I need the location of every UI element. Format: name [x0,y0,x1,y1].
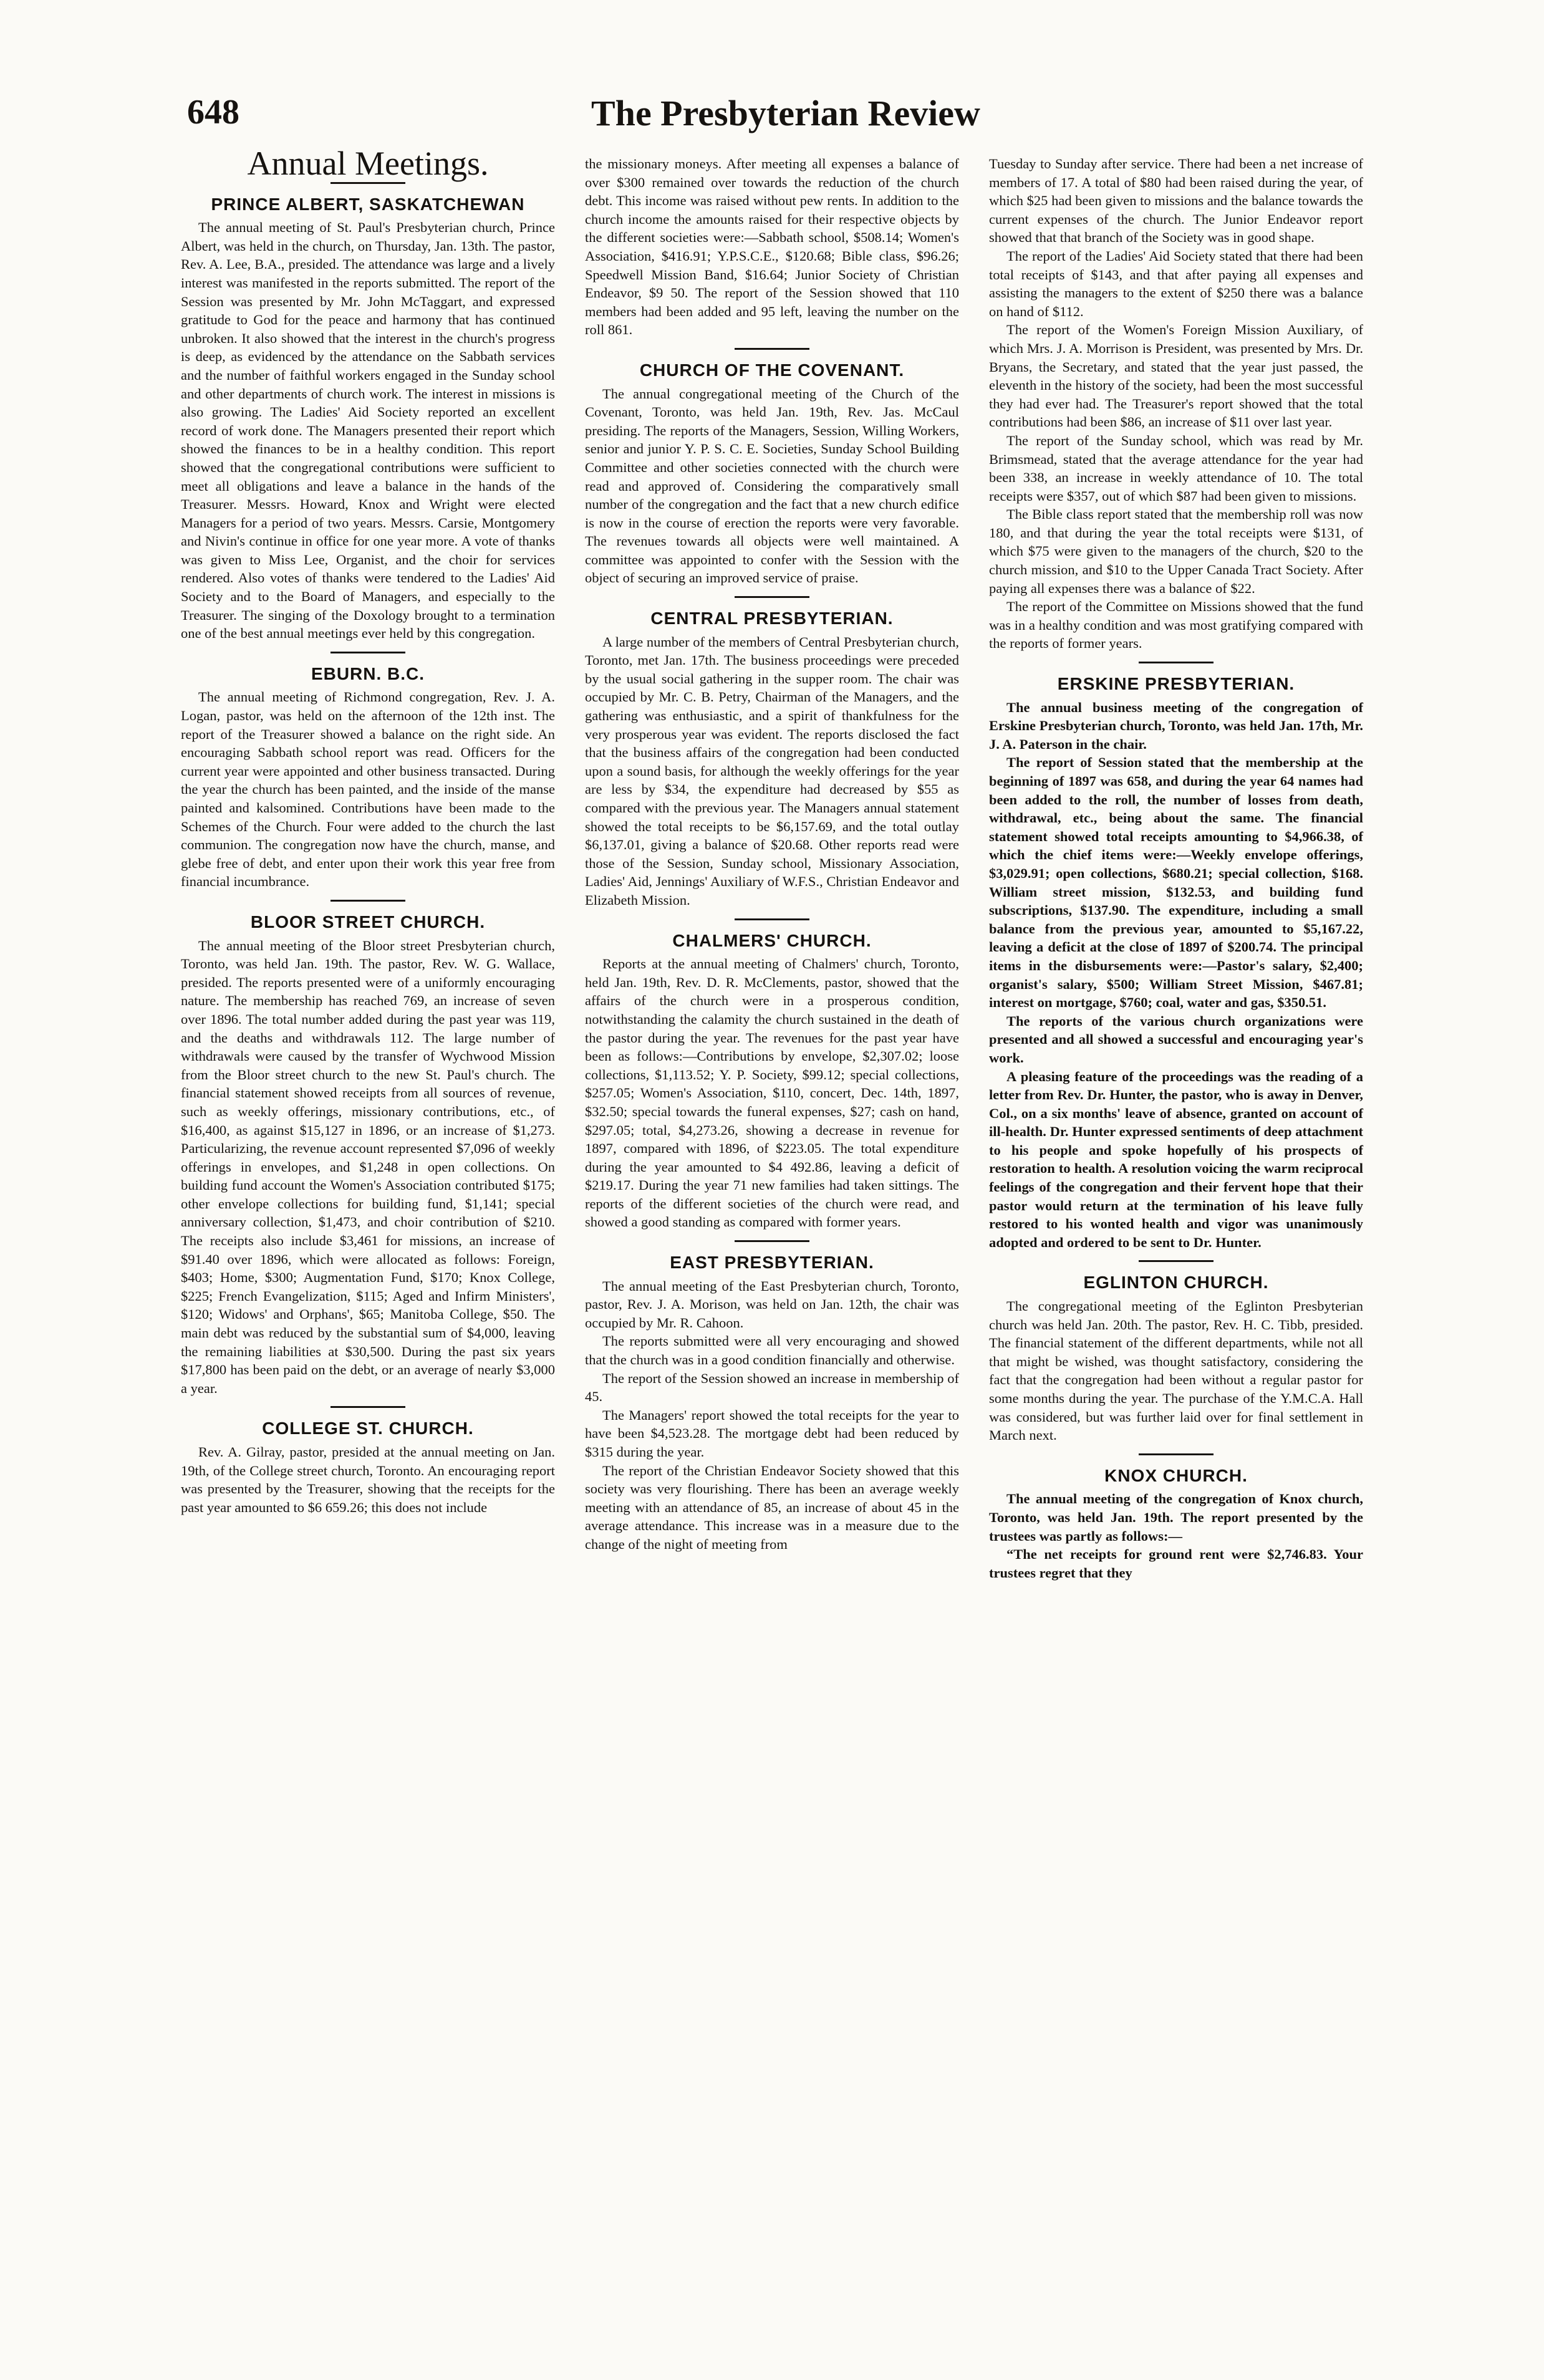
paragraph: The annual meeting of St. Paul's Presbyterian church, Prince Albert, was held in the church, on Thursday, Jan. 13th. The pastor, Rev. A. Lee, B.A., presided. The attendance was large and a lively interest was manifested in the reports submitted. The report of the Session was presented by Mr. John McTaggart, and expressed gratitude to God for the peace and harmony that has continued unbroken. It also showed that the interest in the church's progress is deep, as evidenced by the attendance on the Sabbath services and the number of faithful workers engaged in the Sunday school and other departments of church work. The interest in missions is also growing. The Ladies' Aid Society reported an excellent record of work done. The Managers presented their report which showed the finances to be in a healthy condition. This report showed that the congregational contributions were sufficient to meet all obligations and leave a balance in the hands of the Treasurer. Messrs. Howard, Knox and Wright were elected Managers for a period of two years. Messrs. Carsie, Montgomery and Nivin's continue in office for one year more. A vote of thanks was given to Miss Lee, Organist, and the choir for services rendered. Also votes of thanks were tendered to the Ladies' Aid Society and to the Board of Managers, and especially to the Treasurer. The singing of the Doxology brought to a termination one of the best annual meetings ever held by this congregation. [181,219,555,642]
section-title: ERSKINE PRESBYTERIAN. [1057,674,1295,694]
paragraph: The report of the Committee on Missions showed that the fund was in a healthy condition and was most gratifying compared with the reports of former years. [989,599,1363,652]
divider [735,1240,809,1242]
column-1 [181,145,555,1516]
section-title: COLLEGE ST. CHURCH. [262,1419,474,1438]
section-title: KNOX CHURCH. [1104,1465,1248,1485]
divider [1139,1453,1213,1455]
divider [331,182,405,184]
paragraph: The report of the Session showed an increase in membership of 45. [585,1370,959,1405]
divider [331,1406,405,1408]
paragraph: A large number of the members of Central Presbyterian church, Toronto, met Jan. 17th. The business proceedings were preceded by the usual social gathering in the supper room. The chair was occupied by Mr. C. B. Petry, Chairman of the Managers, and the gathering was enthusiastic, and a spirit of thankfulness for the very prosperous year was evident. The reports disclosed the fact that the business affairs of the congregation had been conducted upon a sound basis, for although the weekly offerings for the year are less by $34, the expenditure had decreased by $55 as compared with the previous year. The Managers annual statement showed the total receipts to be $6,157.69, and the total outlay $6,137.01, giving a balance of $20.68. Other reports read were those of the Session, Sunday school, Missionary Association, Ladies' Aid, Jennings' Auxiliary of W.F.S., Christian Endeavor and Elizabeth Mission. [585,634,959,908]
paragraph: The report of the Ladies' Aid Society stated that there had been total receipts of $143, and that after paying all expenses and assisting the managers to the extent of $250 there was a balance on hand of $112. [989,248,1363,319]
page-heading: Annual Meetings. [247,145,489,182]
paragraph: The Managers' report showed the total receipts for the year to have been $4,523.28. The mortgage debt had been reduced by $315 during the year. [585,1407,959,1460]
page-number: 648 [187,93,239,132]
paragraph: The annual congregational meeting of the Church of the Covenant, Toronto, was held Jan. 19th, Rev. Jas. McCaul presiding. The reports of the Managers, Session, Willing Workers, senior and junior Y. P. S. C. E. Societies, Sunday School Building Committee and other societies connected with the church were read and approved of. Considering the comparatively small number of the congregation and the fact that a new church edifice is now in the course of erection the reports were very favorable. The revenues towards all objects were well maintained. A committee was appointed to confer with the Session with the object of securing an improved service of praise. [585,385,959,586]
paragraph: The report of the Women's Foreign Mission Auxiliary, of which Mrs. J. A. Morrison is President, was presented by Mrs. Dr. Bryans, the Secretary, and stated that the year just passed, the eleventh in the history of the society, had been the most successful they had ever had. The Treasurer's report showed that the total contributions had been $86, an increase of $11 over last year. [989,322,1363,430]
section-title: CHALMERS' CHURCH. [672,930,872,950]
paragraph: The report of Session stated that the membership at the beginning of 1897 was 658, and during the year 64 names had been added to the roll, the number of losses from death, withdrawal, etc., being about the same. The financial statement showed total receipts amounting to $4,966.38, of which the chief items were:—Weekly envelope offerings, $3,029.91; open collections, $680.21; special collection, $168. William street mission, $132.53, and building fund subscriptions, $137.90. The expenditure, including a small balance from the previous year, amounted to $5,167.22, leaving a deficit at the close of 1897 of $200.74. The principal items in the disbursements were:—Pastor's salary, $2,400; organist's salary, $500; William Street Mission, $467.81; interest on mortgage, $760; coal, water and gas, $350.51. [989,754,1363,1011]
divider [735,918,809,920]
page-header [0,92,1544,142]
paragraph: The annual meeting of the East Presbyterian church, Toronto, pastor, Rev. J. A. Morison, was held on Jan. 12th, the chair was occupied by Mr. R. Cahoon. [585,1278,959,1331]
paragraph: The congregational meeting of the Eglinton Presbyterian church was held Jan. 20th. The pastor, Rev. H. C. Tibb, presided. The financial statement of the different departments, while not all that might be wished, was thought satisfactory, considering the fact that the congregation had been without a regular pastor for some months during the year. The purchase of the Y.M.C.A. Hall was considered, but was further laid over for final settlement in March next. [989,1298,1363,1443]
paragraph: “The net receipts for ground rent were $2,746.83. Your trustees regret that they [989,1546,1363,1581]
section-title: CENTRAL PRESBYTERIAN. [650,609,894,629]
paragraph: The annual meeting of the congregation of Knox church, Toronto, was held Jan. 19th. The report presented by the trustees was partly as follows:— [989,1491,1363,1544]
paragraph: The reports submitted were all very encouraging and showed that the church was in a good condition financially and otherwise. [585,1333,959,1368]
paragraph: Reports at the annual meeting of Chalmers' church, Toronto, held Jan. 19th, Rev. D. R. McClements, pastor, showed that the affairs of the church were in a prosperous condition, notwithstanding the calamity the church sustained in the death of the pastor during the year. The revenues for the past year have been as follows:—Contributions by envelope, $2,307.02; loose collections, $1,113.52; Y. P. Society, $99.12; special collections, $257.05; Women's Association, $110, concert, Dec. 14th, 1897, $32.50; special towards the funeral expenses, $27; cash on hand, $297.05; total, $4,273.26, showing a decrease in revenue for 1897, compared with 1896, of $223.05. The total expenditure during the year amounted to $4 492.86, leaving a deficit of $219.17. During the year 71 new families had taken sittings. The reports of the different societies of the church were read, and showed a good standing as compared with former years. [585,956,959,1230]
section-title: CHURCH OF THE COVENANT. [639,360,905,380]
paragraph: The report of the Sunday school, which was read by Mr. Brimsmead, stated that the average attendance for the year had been 338, an increase in weekly attendance of 10. The total receipts were $357, out of which $87 had been given to missions. [989,432,1363,504]
section-title: EGLINTON CHURCH. [1083,1273,1269,1293]
paragraph: The report of the Christian Endeavor Society showed that this society was very flourishing. There has been an average weekly meeting with an attendance of 85, an increase of about 45 in the average attendance. This increase was in a measure due to the change of the night of meeting from [585,1462,959,1552]
paragraph: Tuesday to Sunday after service. There had been a net increase of members of 17. A total of $80 had been raised during the year, of which $25 had been given to missions and the balance towards the current expenses of the church. The Junior Endeavor report showed that that branch of the Society was in good shape. [989,156,1363,246]
paragraph: the missionary moneys. After meeting all expenses a balance of over $300 remained over towards the reduction of the church debt. This income was raised without pew rents. In addition to the church income the amounts raised for their respective objects by the different societies were:—Sabbath school, $508.14; Women's Association, $416.91; Y.P.S.C.E., $120.68; Bible class, $96.26; Speedwell Mission Band, $16.64; Junior Society of Christian Endeavor, $9 50. The report of the Session showed that 110 members had been added and 95 left, leaving the number on the roll 861. [585,156,959,338]
section-title: BLOOR STREET CHURCH. [250,912,486,932]
paragraph: The annual business meeting of the congregation of Erskine Presbyterian church, Toronto, was held Jan. 17th, Mr. J. A. Paterson in the chair. [989,699,1363,752]
paragraph: The annual meeting of Richmond congregation, Rev. J. A. Logan, pastor, was held on the afternoon of the 12th inst. The report of the Treasurer showed a balance on the right side. An encouraging Sabbath school report was read. Officers for the current year were appointed and other business transacted. During the year the church has been painted, and the inside of the manse painted and kalsomined. Contributions have been made to the Schemes of the Church. Four were added to the church the last communion. The congregation now have the church, manse, and glebe free of debt, and enter upon their work this year free from financial incumbrance. [181,689,555,890]
paragraph: Rev. A. Gilray, pastor, presided at the annual meeting on Jan. 19th, of the College street church, Toronto. An encouraging report was presented by the Treasurer, showing that the receipts for the past year amounted to $6 659.26; this does not include [181,1444,555,1515]
paragraph: A pleasing feature of the proceedings was the reading of a letter from Rev. Dr. Hunter, the pastor, who is away in Denver, Col., on a six months' leave of absence, granted on account of ill-health. Dr. Hunter expressed sentiments of deep attachment to his people and spoke hopefully of his prospects of restoration to health. A resolution voicing the warm reciprocal feelings of the congregation and their fervent hope that their pastor would return at the termination of his leave fully restored to his wonted health and vigor was unanimously adopted and ordered to be sent to Dr. Hunter. [989,1068,1363,1250]
section-title: EBURN. B.C. [311,663,425,683]
divider [331,652,405,653]
section-title: EAST PRESBYTERIAN. [670,1253,874,1273]
divider [735,348,809,350]
column-2 [585,155,959,1554]
paragraph: The reports of the various church organizations were presented and all showed a successful and encouraging year's work. [989,1013,1363,1066]
running-title: The Presbyterian Review [591,93,980,133]
column-3 [989,155,1363,1582]
divider [1139,662,1213,663]
divider [331,900,405,902]
paragraph: The annual meeting of the Bloor street Presbyterian church, Toronto, was held Jan. 19th. The pastor, Rev. W. G. Wallace, presided. The reports presented were of a uniformly encouraging nature. The membership has reached 769, an increase of seven over 1896. The total number added during the past year was 119, and the deaths and withdrawals 112. The large number of withdrawals were caused by the transfer of Wychwood Mission from the Bloor street church to the new St. Paul's church. The financial statement showed receipts from all sources of revenue, such as weekly offerings, missionary contributions, etc., of $16,400, as against $15,127 in 1896, or an increase of $1,273. Particularizing, the revenue account represented $7,096 of weekly offerings in envelopes, and $1,248 in open collections. On building fund account the Women's Association contributed $175; other envelope collections for building fund, $1,141; special anniversary collection, $1,473, and choir contribution of $210. The receipts also include $3,461 for missions, an increase of $91.40 over 1896, which were allocated as follows: Foreign, $403; Home, $300; Augmentation Fund, $170; Knox College, $225; French Evangelization, $115; Aged and Infirm Ministers', $120; Widows' and Orphans', $65; Manitoba College, $50. The main debt was reduced by the substantial sum of $4,000, leaving the remaining liabilities at $30,500. During the past six years $17,800 has been paid on the debt, or an average of nearly $3,000 a year. [181,937,555,1396]
section-title: PRINCE ALBERT, SASKATCHEWAN [211,194,525,214]
paragraph: The Bible class report stated that the membership roll was now 180, and that during the year the total receipts were $131, of which $75 were given to the managers of the church, $20 to the church mission, and $10 to the Upper Canada Tract Society. After paying all expenses there was a balance of $22. [989,506,1363,596]
divider [735,596,809,598]
divider [1139,1260,1213,1262]
